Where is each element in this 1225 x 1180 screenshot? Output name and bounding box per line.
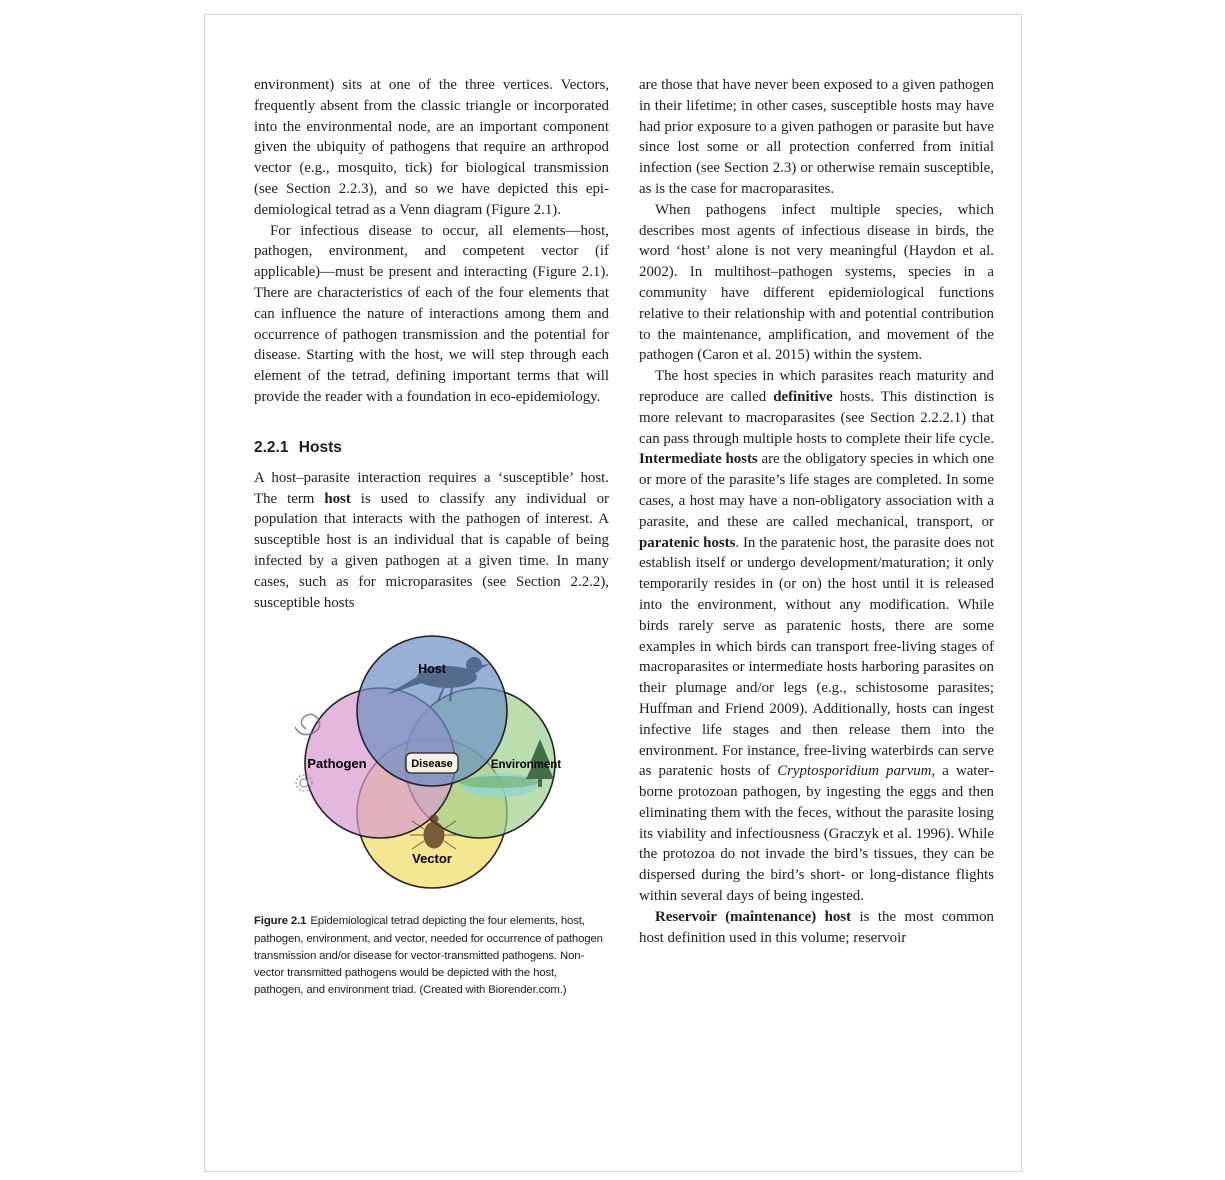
paragraph: When pathogens infect multiple species, which describes most agents of infectious disease in birds, the word ‘host’ alone is not very meaningful (Haydon et al. 2002). In multihost–pathogen systems, species in a community have different epidemiological functions relative to their relationship with and potential contribution to the maintenance, amplification, and movement of the pathogen (Caron et al. 2015) within the system. [639, 201, 994, 364]
bold-term: definitive [773, 388, 833, 405]
bold-term: Reservoir (maintenance) host [655, 908, 852, 925]
disease-label: Disease [411, 758, 453, 771]
venn-diagram [254, 635, 609, 905]
right-column [639, 75, 994, 948]
host-label: Host [418, 662, 446, 677]
text-run: is the most common host definition used in this volume; reservoir [639, 908, 994, 946]
text-run: . In the paratenic host, the parasite does not establish itself or undergo development/maturation; it only temporarily resides in (or on) the host until it is released into the environment, without any modification. While birds rarely serve as paratenic hosts, there are some examples in which birds can transport free-living stages of macroparasites or intermediate hosts harboring parasites on their plumage and/or legs (e.g., schistosome parasites; Huffman and Friend 2009). Additionally, hosts can ingest infective life stages and then release them into the environment. For instance, free-living waterbirds can serve as paratenic hosts of [639, 534, 995, 780]
section-heading [254, 438, 609, 458]
text-run: are the obligatory species in which one or more of the parasite’s life stages are completed. In some cases, a host may have a non-obligatory association with a parasite, and these are called mechanical, transport, or [639, 451, 995, 530]
bold-term: host [324, 490, 351, 507]
text-run: A host–parasite interaction requires a ‘susceptible’ host. The term [254, 469, 609, 507]
environment-label: Environment [490, 759, 562, 772]
section-number: 2.2.1 [254, 438, 289, 456]
bold-term: Intermediate hosts [639, 451, 758, 468]
italic-term: Cryptosporidium parvum [777, 763, 932, 780]
figure-2-1 [254, 635, 609, 999]
pathogen-label: Pathogen [307, 756, 367, 772]
paragraph [639, 366, 994, 907]
paragraph [254, 468, 609, 614]
paragraph: are those that have never been exposed to a given pathogen in their lifetime; in other cases, susceptible hosts may have had prior exposure to a given pathogen or parasite but have since lost some or all protection conferred from initial infection (see Section 2.3) or otherwise remain susceptible, as is the case for macroparasites. [639, 77, 994, 197]
book-page [204, 14, 1022, 1172]
paragraph: environment) sits at one of the three vertices. Vectors, frequently absent from the classic triangle or incorporated into the environmental node, are an important component given the ubiquity of pathogens that require an arthropod vector (e.g., mosquito, tick) for biological transmission (see Section 2.2.3), and so we have depicted this epidemiological tetrad as a Venn diagram (Figure 2.1). [254, 77, 609, 218]
vector-label: Vector [412, 851, 452, 867]
left-column [254, 75, 609, 999]
figure-caption [254, 913, 609, 999]
paragraph: For infectious disease to occur, all elements—host, pathogen, environment, and competent vector (if applicable)—must be present and interacting (Figure 2.1). There are characteristics of each of the four elements that can influence the nature of interactions among them and occurrence of pathogen transmission and the potential for disease. Starting with the host, we will step through each element of the tetrad, defining important terms that will provide the reader with a foundation in eco-epidemiology. [254, 222, 609, 405]
text-run: hosts. This distinction is more relevant to macroparasites (see Section 2.2.2.1) that can pass through multiple hosts to complete their life cycle. [639, 388, 994, 447]
figure-label: Figure 2.1 [254, 915, 307, 928]
section-title: Hosts [298, 438, 342, 456]
caption-text: Epidemiological tetrad depicting the four elements, host, pathogen, environment, and vector, needed for occurrence of pathogen transmission and/or disease for vector-transmitted pathogens. Non-vector transmitted pathogens would be depicted with the host, pathogen, and environment triad. (Created with Biorender.com.) [254, 915, 603, 997]
paragraph [639, 907, 994, 949]
text-run: , a waterborne protozoan pathogen, by ingesting the eggs and then eliminating them with the feces, without the parasite losing its viability and infectiousness (Graczyk et al. 1996). While the protozoa do not invade the bird’s tissues, they can be dispersed during the bird’s short- or long-distance flights within several days of being ingested. [639, 763, 994, 905]
bold-term: paratenic hosts [639, 534, 736, 551]
text-run: is used to classify any individual or population that interacts with the pathogen of interest. A susceptible host is an individual that is capable of being infected by a given pathogen at a given time. In many cases, such as for microparasites (see Section 2.2.2), susceptible hosts [254, 490, 609, 611]
text-run: The host species in which parasites reach maturity and reproduce are called [639, 368, 994, 405]
